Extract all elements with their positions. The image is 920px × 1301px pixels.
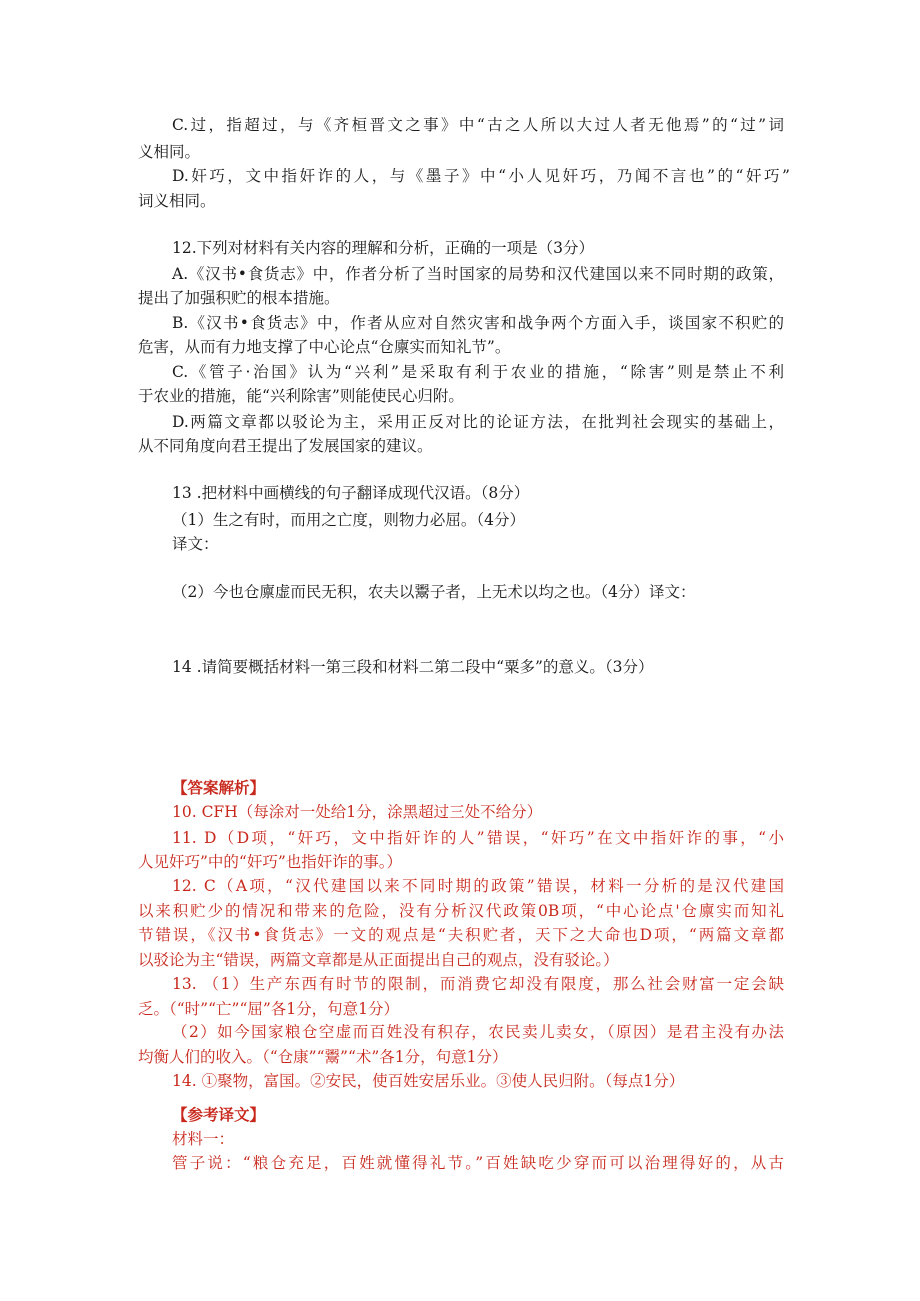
answer-14: 14. ①聚物，富国。②安民，使百姓安居乐业。③使人民归附。（每点1分） — [172, 1072, 685, 1090]
q12-option-a-line1: A.《汉书•食货志》中，作者分析了当时国家的局势和汉代建国以来不同时期的政策， — [172, 265, 784, 283]
q13-stem: 13 .把材料中画横线的句子翻译成现代汉语。（8分） — [172, 484, 530, 502]
answer-12-line2: 以来积贮少的情况和带来的危险，没有分析汉代政策0B项，“中心论点'仓廪实而知礼 — [138, 902, 784, 920]
q13-part2: （2）今也仓廪虚而民无积，农夫以鬻子者，上无术以均之也。（4分）译文： — [172, 583, 696, 601]
q13-part1: （1）生之有时，而用之亡度，则物力必屈。（4分） — [172, 511, 525, 529]
q12-stem: 12.下列对材料有关内容的理解和分析，正确的一项是（3分） — [172, 239, 595, 257]
q13-part1-answer-label: 译文： — [172, 535, 219, 553]
q14-stem: 14 .请简要概括材料一第三段和材料二第二段中“粟多”的意义。（3分） — [172, 658, 654, 676]
q12-option-a-line2: 提出了加强积贮的根本措施。 — [138, 289, 340, 307]
q12-option-d-line1: D.两篇文章都以驳论为主，采用正反对比的论证方法，在批判社会现实的基础上， — [172, 413, 784, 431]
translation-heading: 【参考译文】 — [172, 1105, 266, 1124]
q12-option-c-line2: 于农业的措施，能“兴利除害”则能使民心归附。 — [138, 387, 464, 405]
q12-option-d-line2: 从不同角度向君王提出了发展国家的建议。 — [138, 437, 433, 455]
q12-option-b-line1: B.《汉书•食货志》中，作者从应对自然灾害和战争两个方面入手，谈国家不积贮的 — [172, 314, 784, 332]
answer-10: 10. CFH（每涂对一处给1分，涂黑超过三处不给分） — [172, 803, 543, 821]
q11-option-d-line1: D.奸巧，文中指奸诈的人，与《墨子》中“小人见奸巧，乃闻不言也”的“奸巧” — [172, 167, 790, 185]
answer-11-line1: 11. D（D项，“奸巧，文中指奸诈的人”错误，“奸巧”在文中指奸诈的事，“小 — [172, 829, 784, 847]
answer-12-line4: 以驳论为主“错误，两篇文章都是从正面提出自己的观点，没有驳论。） — [138, 951, 619, 969]
translation-line1: 管子说：“粮仓充足，百姓就懂得礼节。”百姓缺吃少穿而可以治理得好的，从古 — [172, 1154, 784, 1172]
q11-option-d-line2: 词义相同。 — [138, 192, 216, 210]
q12-option-b-line2: 危害，从而有力地支撑了中心论点“仓廪实而知礼节”。 — [138, 338, 511, 356]
answer-11-line2: 人见奸巧”中的“奸巧”也指奸诈的事。） — [138, 853, 403, 871]
translation-material-label: 材料一： — [172, 1130, 235, 1148]
answer-12-line1: 12. C（A项，“汉代建国以来不同时期的政策”错误，材料一分析的是汉代建国 — [172, 877, 784, 895]
q11-option-c-line1: C.过，指超过，与《齐桓晋文之事》中“古之人所以大过人者无他焉”的“过”词 — [172, 116, 784, 134]
answer-12-line3: 节错误，《汉书•食货志》一文的观点是“夫积贮者，天下之大命也D项，“两篇文章都 — [138, 926, 784, 944]
q11-option-c-line2: 义相同。 — [138, 143, 201, 161]
answer-13-line3: （2）如今国家粮仓空虚而百姓没有积存，农民卖儿卖女，（原因）是君主没有办法 — [172, 1023, 784, 1041]
answer-13-line1: 13. （1）生产东西有时节的限制，而消费它却没有限度，那么社会财富一定会缺 — [172, 975, 784, 993]
q12-option-c-line1: C.《管子·治国》认为“兴利”是采取有利于农业的措施，“除害”则是禁止不利 — [172, 363, 784, 381]
answer-13-line2: 乏。（“时”“亡”“屈”各1分，句意1分） — [138, 1000, 400, 1018]
answer-13-line4: 均衡人们的收入。（“仓康”“鬻”“术”各1分，句意1分） — [138, 1048, 508, 1066]
answer-heading: 【答案解析】 — [172, 778, 266, 797]
